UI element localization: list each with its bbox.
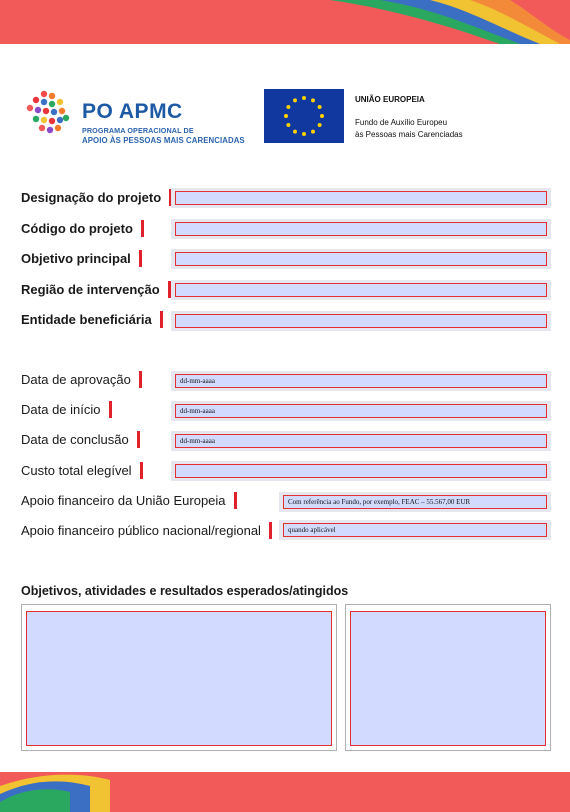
regiao-field[interactable] [171,280,551,300]
label-marker [139,250,142,267]
label-marker [234,492,237,509]
objetivo-field[interactable] [171,249,551,269]
data-inicio-input[interactable]: dd-mm-aaaa [175,404,547,418]
eu-flag-icon [264,89,344,143]
data-inicio-field[interactable] [171,401,551,421]
data-conclusao-label: Data de conclusão [21,432,140,449]
data-inicio-label: Data de início [21,402,112,419]
objetivos-right-box[interactable] [345,604,551,751]
apoio-nacional-label: Apoio financeiro público nacional/regional [21,523,272,540]
label-marker [269,522,272,539]
codigo-input[interactable] [175,222,547,236]
po-apmc-subtitle-line2: APOIO ÀS PESSOAS MAIS CARENCIADAS [82,136,245,145]
objetivos-left-textarea[interactable] [26,611,332,746]
codigo-label: Código do projeto [21,221,144,238]
entidade-field[interactable] [171,311,551,331]
custo-total-input[interactable] [175,464,547,478]
eu-fund-line1: Fundo de Auxílio Europeu [355,118,448,127]
objetivos-right-textarea[interactable] [350,611,546,746]
codigo-field[interactable] [171,219,551,239]
po-apmc-logo [26,88,245,150]
eu-title: UNIÃO EUROPEIA [355,95,425,104]
entidade-label: Entidade beneficiária [21,312,163,329]
label-marker [141,220,144,237]
apoio-ue-field[interactable] [279,492,551,512]
objetivos-left-box[interactable] [21,604,337,751]
po-apmc-title: PO APMC [82,100,183,123]
designacao-label: Designação do projeto [21,190,172,207]
designacao-field[interactable] [171,188,551,208]
label-marker [139,371,142,388]
po-apmc-logo-mark-icon [26,88,78,140]
data-conclusao-input[interactable]: dd-mm-aaaa [175,434,547,448]
data-conclusao-field[interactable] [171,431,551,451]
apoio-nacional-input[interactable]: quando aplicável [283,523,547,537]
data-aprovacao-input[interactable]: dd-mm-aaaa [175,374,547,388]
regiao-label: Região de intervenção [21,282,171,299]
apoio-nacional-field[interactable] [279,520,551,540]
objetivo-input[interactable] [175,252,547,266]
bottom-decorative-banner [0,772,570,812]
regiao-input[interactable] [175,283,547,297]
eu-fund-line2: às Pessoas mais Carenciadas [355,130,463,139]
entidade-input[interactable] [175,314,547,328]
label-marker [160,311,163,328]
designacao-input[interactable] [175,191,547,205]
label-marker [140,462,143,479]
custo-total-field[interactable] [171,461,551,481]
objetivo-label: Objetivo principal [21,251,142,268]
apoio-ue-label: Apoio financeiro da União Europeia [21,493,237,510]
apoio-ue-input[interactable]: Com referência ao Fundo, por exemplo, FEAC – 55.567,00 EUR [283,495,547,509]
label-marker [137,431,140,448]
objetivos-section-title: Objetivos, atividades e resultados esperados/atingidos [21,584,349,598]
custo-total-label: Custo total elegível [21,463,143,480]
data-aprovacao-label: Data de aprovação [21,372,142,389]
top-decorative-banner [0,0,570,44]
data-aprovacao-field[interactable] [171,371,551,391]
po-apmc-subtitle-line1: PROGRAMA OPERACIONAL DE [82,126,194,135]
label-marker [109,401,112,418]
